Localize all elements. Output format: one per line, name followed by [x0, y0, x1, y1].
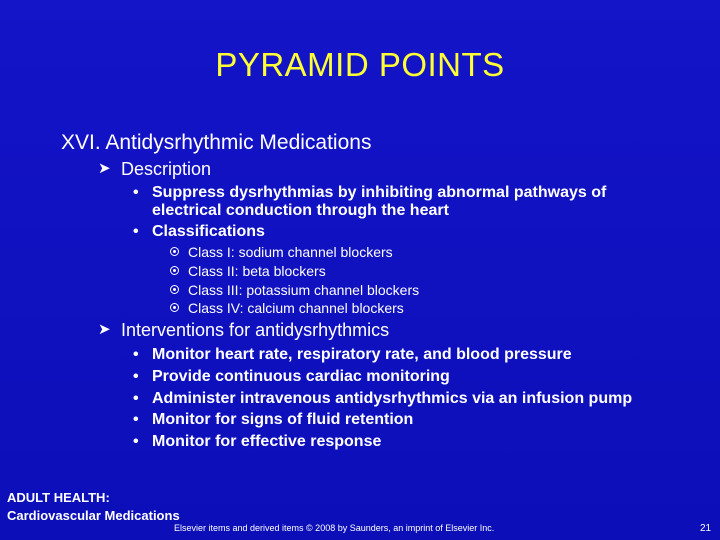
bullet-text: Monitor for signs of fluid retention — [152, 411, 414, 428]
bullet-text: electrical conduction through the heart — [152, 202, 449, 219]
dot-icon: • — [133, 411, 139, 428]
dot-icon: • — [133, 223, 139, 240]
dot-icon: • — [133, 184, 139, 201]
bullet-text: Provide continuous cardiac monitoring — [152, 368, 450, 385]
target-circle-icon — [170, 247, 179, 256]
section-heading: XVI. Antidysrhythmic Medications — [61, 131, 372, 154]
category-label — [7, 489, 180, 525]
dot-icon: • — [133, 390, 139, 407]
bullet-text: Suppress dysrhythmias by inhibiting abnormal pathways of — [152, 184, 607, 201]
target-circle-icon — [170, 303, 179, 312]
class-text: Class IV: calcium channel blockers — [188, 300, 404, 316]
slide-title: PYRAMID POINTS — [215, 46, 505, 83]
category-line-1: ADULT HEALTH: — [7, 490, 110, 505]
copyright-notice: Elsevier items and derived items © 2008 by Saunders, an imprint of Elsevier Inc. — [174, 523, 495, 533]
bullet-text: Monitor heart rate, respiratory rate, and blood pressure — [152, 346, 572, 363]
category-line-2: Cardiovascular Medications — [7, 508, 180, 523]
class-text: Class III: potassium channel blockers — [188, 282, 420, 298]
interventions-label: Interventions for antidysrhythmics — [121, 320, 390, 340]
target-circle-icon — [170, 285, 179, 294]
class-text: Class I: sodium channel blockers — [188, 244, 393, 260]
page-number: 21 — [700, 523, 712, 534]
bullet-text: Administer intravenous antidysrhythmics via an infusion pump — [152, 390, 633, 407]
target-circle-icon — [170, 266, 179, 275]
description-label: Description — [121, 159, 212, 179]
arrow-head-icon: ➤ — [98, 160, 111, 177]
bullet-text: Monitor for effective response — [152, 433, 382, 450]
dot-icon: • — [133, 346, 139, 363]
arrow-head-icon: ➤ — [98, 321, 111, 338]
dot-icon: • — [133, 368, 139, 385]
class-text: Class II: beta blockers — [188, 263, 326, 279]
bullet-text: Classifications — [152, 223, 265, 240]
dot-icon: • — [133, 433, 139, 450]
